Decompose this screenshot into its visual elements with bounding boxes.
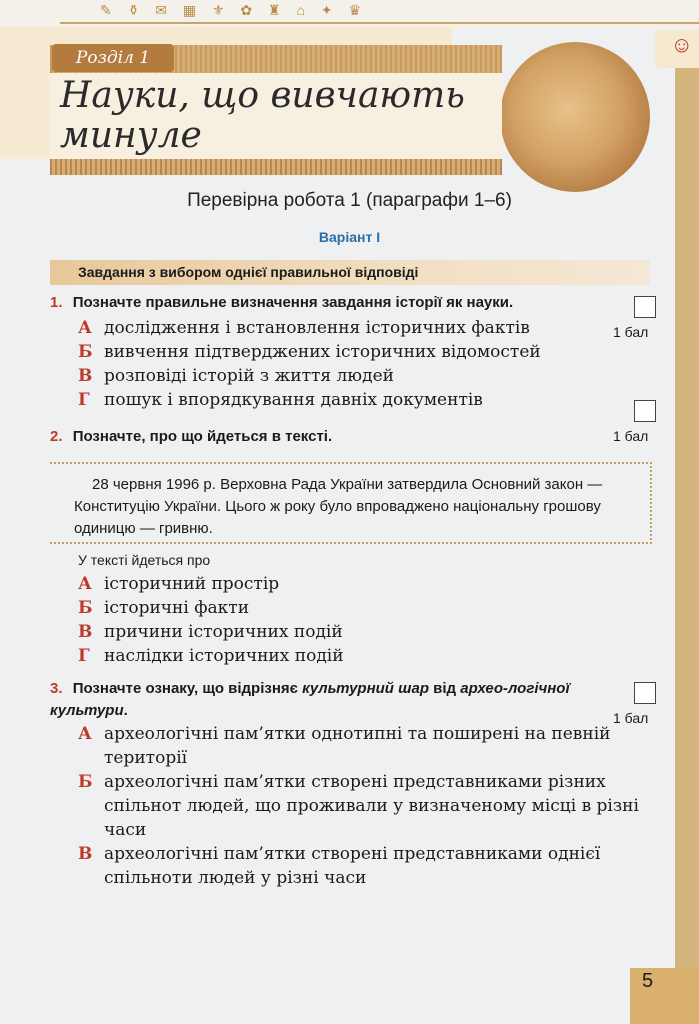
points-label-3: 1 бал — [613, 710, 649, 726]
test-title: Перевірна робота 1 (параграфи 1–6) — [187, 190, 512, 211]
option-3c[interactable] — [78, 842, 654, 890]
question-number: 3. — [50, 680, 63, 697]
option-letter: А — [78, 574, 92, 594]
question-2 — [50, 426, 332, 448]
question-text: Позначте, про що йдеться в тексті. — [72, 428, 333, 445]
option-letter: А — [78, 318, 92, 338]
question-text-part: . — [123, 702, 128, 719]
option-letter: В — [78, 844, 93, 864]
option-text: археологічні пам’ятки створені представниками різних спільнот людей, що проживали у визначеному місці в різні часи — [104, 772, 639, 840]
section-label: Розділ 1 — [52, 44, 174, 72]
option-1c[interactable] — [78, 364, 394, 388]
decor-icons: ✎ ⚱ ✉ ▦ ⚜ ✿ ♜ ⌂ ✦ ♛ — [100, 2, 367, 18]
option-letter: В — [78, 622, 93, 642]
points-label-2: 1 бал — [613, 428, 649, 444]
option-3a[interactable] — [78, 722, 624, 770]
points-label-1: 1 бал — [613, 324, 649, 340]
option-1a[interactable] — [78, 316, 530, 340]
option-text: дослідження і встановлення історичних фактів — [104, 318, 530, 338]
decor-line — [60, 22, 699, 24]
section-header — [50, 260, 650, 285]
person-icon: ☺ — [670, 32, 693, 57]
option-text: археологічні пам’ятки створені представниками однієї спільноти людей у різні часи — [104, 844, 601, 888]
banner-stripe — [50, 159, 502, 175]
option-letter: А — [78, 724, 92, 744]
chapter-title: Науки, що вивчають минуле — [60, 75, 465, 156]
question-text: Позначте правильне визначення завдання історії як науки. — [72, 294, 514, 311]
option-1b[interactable] — [78, 340, 541, 364]
question-3 — [50, 678, 590, 722]
question-text — [50, 680, 570, 719]
option-letter: Б — [78, 598, 93, 618]
answer-checkbox-2[interactable] — [634, 400, 656, 422]
petroglyph-image — [500, 42, 650, 192]
option-letter: Г — [78, 390, 90, 410]
option-letter: В — [78, 366, 93, 386]
question-text-part: від — [428, 680, 461, 697]
option-text: причини історичних подій — [104, 622, 343, 642]
option-letter: Г — [78, 646, 90, 666]
option-1d[interactable] — [78, 388, 483, 412]
source-quote — [50, 462, 652, 544]
option-text: наслідки історичних подій — [104, 646, 344, 666]
option-letter: Б — [78, 342, 93, 362]
option-text: пошук і впорядкування давніх документів — [104, 390, 483, 410]
option-2a[interactable] — [78, 572, 279, 596]
variant-label: Варіант І — [318, 229, 381, 245]
answer-checkbox-3[interactable] — [634, 682, 656, 704]
question-lead: У тексті йдеться про — [78, 552, 211, 568]
page-edge — [675, 30, 699, 1024]
option-text: історичний простір — [104, 574, 280, 594]
page-number-tab — [630, 968, 699, 1024]
option-text: вивчення підтверджених історичних відомостей — [104, 342, 541, 362]
answer-checkbox-1[interactable] — [634, 296, 656, 318]
question-1 — [50, 292, 513, 314]
option-2b[interactable] — [78, 596, 249, 620]
question-number: 2. — [50, 428, 63, 445]
option-text: історичні факти — [104, 598, 250, 618]
question-text-part: Позначте ознаку, що відрізняє — [72, 680, 303, 697]
term-archaeological-culture: архео-логічної культури — [50, 680, 570, 719]
quote-text: 28 червня 1996 р. Верховна Рада України затвердила Основний закон — Конституцію України. Цього ж року було впроваджено національну грошову одиницю — гривню. — [74, 476, 603, 537]
option-text: археологічні пам’ятки однотипні та поширені на певній території — [104, 724, 611, 768]
option-text: розповіді історій з життя людей — [104, 366, 394, 386]
option-2d[interactable] — [78, 644, 344, 668]
option-3b[interactable] — [78, 770, 654, 842]
question-number: 1. — [50, 294, 63, 311]
option-2c[interactable] — [78, 620, 343, 644]
section-header-text: Завдання з вибором однієї правильної відповіді — [78, 264, 419, 280]
term-cultural-layer: культурний шар — [302, 680, 429, 697]
top-decor-strip — [0, 0, 699, 30]
option-letter: Б — [78, 772, 93, 792]
page-number: 5 — [642, 970, 654, 992]
